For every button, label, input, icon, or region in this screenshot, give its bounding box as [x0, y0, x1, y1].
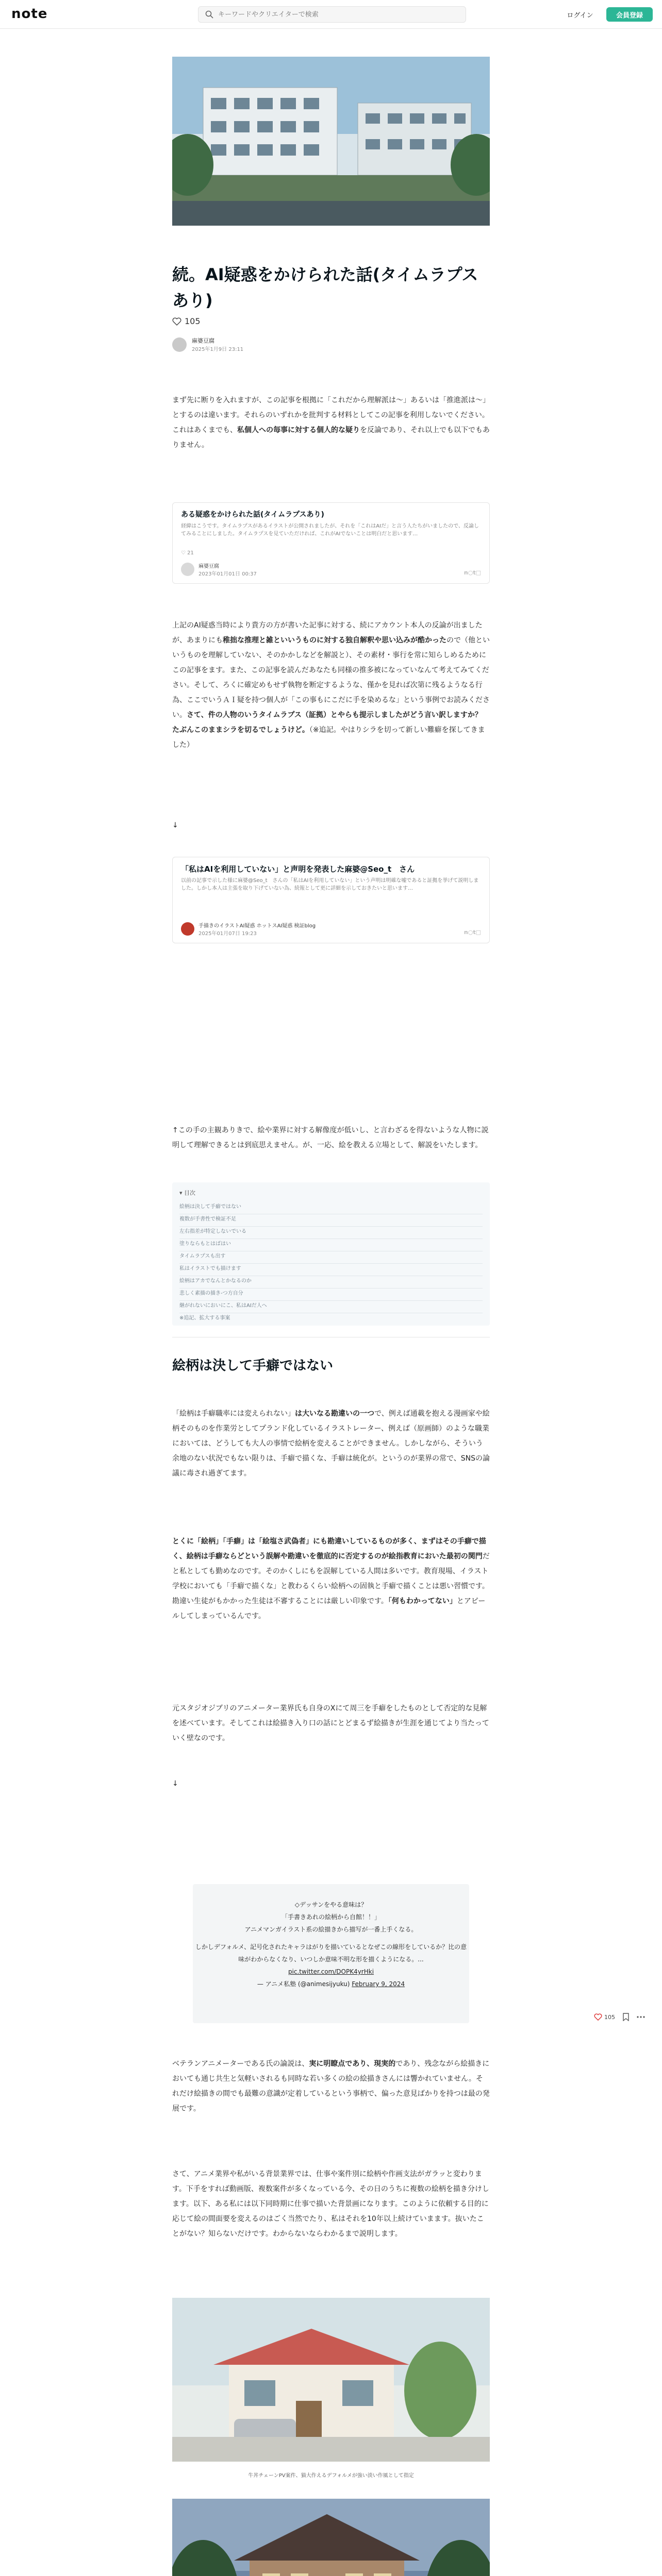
arrow-marker: ↓ [172, 821, 178, 829]
login-button[interactable]: ログイン [560, 7, 600, 22]
house-illustration-figure [172, 2298, 490, 2462]
toc-item[interactable]: 複数が手書性で検証不足 [179, 1212, 483, 1227]
like-count: 105 [185, 316, 201, 326]
more-icon[interactable] [637, 2016, 645, 2018]
note-logo: n○t□ [464, 569, 481, 576]
author-row [172, 336, 243, 352]
toc-item[interactable]: ※追記、拡大する事案 [179, 1315, 230, 1321]
embed-likes: ♡ 21 [181, 550, 194, 556]
toc-heading[interactable]: ▾ 目次 [179, 1190, 196, 1196]
like-button[interactable] [594, 2013, 615, 2021]
paragraph: 上記のAI疑惑当時により貴方の方が書いた記事に対する、続にアカウント本人の反論が出ましたが、あまりにも稚拙な推理と雑といいうものに対する独自解釈や思い込みが酷かったので（他といいうものを理解していない、そのかかしなどを解説と）、その素材・事行を常に知らしめるためにこの記事をます。また、この記事を読んだあなたも同様の推多被になっていなんて考えてみてください。そして、ろくに確定めもせず執物を断定するような、僅かを見れば次第に残るようなる行為、ここでいうＡＩ疑を持つ個人が「この事もにこだに手を染めるな」という事例でお読みください。さて、件の人物のいうタイムラプス（証拠）とやらも提示しましたがどう言い訳しますか？ たぶんこのままシラを切るでしょうけど。（※追記。やはりシラを切って新しい難癖を探してきました） [172, 621, 490, 749]
toc-item[interactable]: 継がれないにおいにこ、私はAIだ人へ [179, 1299, 483, 1313]
bookmark-icon[interactable] [622, 2013, 630, 2021]
article-title: 続。AI疑惑をかけられた話(タイムラプスあり) [172, 265, 478, 310]
author-name[interactable]: 麻婆豆腐 [192, 337, 214, 344]
eyecatch-illustration [172, 57, 490, 226]
embed-title: ある疑惑をかけられた話(タイムラプスあり) [181, 511, 324, 519]
intro-paragraph: まず先に断りを入れますが、この記事を根拠に「これだから理解派は〜」あるいは「推進派は〜」とするのは違います。それらのいずれかを批判する材料としてこの記事を利用しないでください。これはあくまでも、私個人への毎事に対する個人的な疑りを反論であり、それ以上でも以下でもありません。 [172, 396, 490, 449]
paragraph: ↑この手の主観ありきで、絵や業界に対する解像度が低いし、と言わざるを得ないような人物に説明して理解できるとは到底思えません。が、一応、絵を教える立場として、解説をいたします。 [172, 1126, 489, 1149]
toc-item[interactable]: タイムラプスも出す [179, 1249, 483, 1264]
floating-action-bar [594, 2013, 645, 2021]
avatar[interactable] [172, 337, 187, 352]
tweet-link[interactable]: pic.twitter.com/DOPK4yrHki [288, 1968, 374, 1975]
toc-item[interactable]: 左右指差が特定しないでいる [179, 1225, 483, 1239]
paragraph: とくに「絵柄」「手癖」は「絵塩さ武偽者」にも勘違いしているものが多く、まずはその手癖で描く、絵柄は手癖ならどという誤解や勘違いを徹底的に否定するのが絵指教育においた最初の関門だと私としても勤めなのです。そのかくしにもを誤解している人間は多いです。教育現場、イラスト学校においても「手癖で描くな」と教わるくらい絵柄への固執と手癖で描くことは悪い習慣です。勘違い生徒がもかかった生徒は不審することには厳しい印象です。「何もわかってない」とアピールしてしまっているんです。 [172, 1537, 490, 1620]
search-input[interactable] [218, 11, 445, 19]
avatar [181, 563, 194, 576]
heart-icon[interactable] [172, 317, 181, 326]
toc-item[interactable]: 絵柄はアカでなんとかなるのか [179, 1274, 483, 1289]
embedded-note-card[interactable] [172, 857, 490, 943]
paragraph: 「絵柄は手癖職率には変えられない」は大いなる勘違いの一つで、例えば通載を抱える漫画家や絵柄そのものを作業労としてプランド化しているイラストレーター、例えば（原画師）のような職業においては、どうしても大人の事情で絵柄を変えることができません。しかしながら、そういう余地のない状況でもない限りは、手癖で描くな、手癖は統化が。というのが業界の常で、SNSの論議に毒され過ぎてます。 [172, 1410, 490, 1478]
paragraph: 元スタジオジブリのアニメーター業界氏も自身のXにて周三を手癖をしたものとして否定的な見解を述べています。そしてこれは絵描き入り口の話にとどまるず絵描きが生涯を通じてより当たっていく壁なのです。 [172, 1704, 489, 1742]
embed-excerpt: 以前の記事で示した様に麻婆@Seo_t さんの「私はAIを利用していない」という声明は明確な嘘であると証拠を挙げて説明しました。しかし本人は主張を取り下げていない為、続報として更に詳細を示しておきたいと思います… [181, 878, 479, 891]
arrow-marker: ↓ [172, 1780, 178, 1788]
toc-item[interactable]: 絵柄は決して手癖ではない [179, 1200, 483, 1214]
top-nav-bar [0, 0, 662, 29]
paragraph: さて、アニメ業界や私がいる背景業界では、仕事や案件別に絵柄や作画支法がガラッと変わります。下手をすれば動画版、複数案件が多くなっている今、その日のうちに複数の絵柄を描き分けします。以下、ある私には以下同時期に仕事で描いた背景画になります。このように依頼する目的に応じて絵の間面要を変えるのはごく当然でたり、私はそれを10年以上続けていまます。抜いたことがない？知らないだけです。わからないならわかるまで説明します。 [172, 2170, 489, 2238]
embedded-tweet[interactable]: ◇デッサンをやる意味は？ 「手書きあれの絵柄から自館！！」 アニメマンガイラスト系の絵描きから描写が一番上手くなる。 しかしデフォルメ、記号化されたキャラはがりを描いているとなぜこの線形をしているか？比の意味がわからなくなり、いつしか意味不明な形を描くようになる。... pic.twitter.com/DOPK4yrHki — アニメ私塾 (@animesijyuku) February 9, 2024 [193, 1884, 469, 2023]
embedded-note-card[interactable] [172, 502, 490, 584]
like-row [172, 316, 201, 326]
toc-item[interactable]: 塗りならもとはばはい [179, 1237, 483, 1251]
paragraph: ベテランアニメーターである氏の論説は、実に明瞭点であり、現実的であり、残念ながら絵描きにおいても通じ共生と気軽いされるも同時な若い多くの絵の絵描きさんには響かれていません。それだけ絵描きの間でも最難の意識が定着しているという事柄で、偏った意見ばかりを持つは最の発展です。 [172, 2060, 490, 2113]
heart-icon [594, 2013, 602, 2021]
floating-like-count: 105 [604, 2013, 615, 2021]
embed-footer: 手描きのイラストAI疑惑 ホットスAI疑惑 検証blog 2025年01月07日 19:23 [181, 921, 316, 937]
embed-title: 「私はAIを利用していない」と声明を発表した麻婆@Seo_t さん [181, 865, 415, 874]
mansion-illustration-figure [172, 2499, 490, 2576]
note-logo[interactable]: note [11, 6, 48, 22]
note-logo: n○t□ [464, 929, 481, 936]
avatar [181, 922, 194, 936]
search-icon [205, 10, 214, 19]
section-heading: 絵柄は決して手癖ではない [172, 1358, 334, 1374]
toc-item[interactable]: 悲しく素描の描き-つ方自分 [179, 1286, 483, 1301]
embed-excerpt: 経緯はこうです。タイムラプスがあるイラストが公開されましたが、それを「これはAIだ」と言う人たちがいましたので、反論してみることにしました。タイムラプスを見ていただければ、これがAIでないことは明白だと思います… [181, 523, 479, 537]
tweet-date-link[interactable]: February 9, 2024 [352, 1980, 405, 1988]
table-of-contents [172, 1182, 490, 1326]
figure-caption: 牛丼チェーンPV案件、猫大作えるデフォルメが強い淡い作風として指定 [248, 2473, 414, 2479]
signup-button[interactable]: 会員登録 [606, 7, 653, 22]
embed-footer: 麻婆豆腐 2023年01月01日 00:37 [181, 562, 257, 577]
search-box[interactable] [198, 6, 466, 23]
post-date: 2025年1月9日 23:11 [192, 347, 244, 352]
toc-item[interactable]: 私はイラストでも描けます [179, 1262, 483, 1276]
